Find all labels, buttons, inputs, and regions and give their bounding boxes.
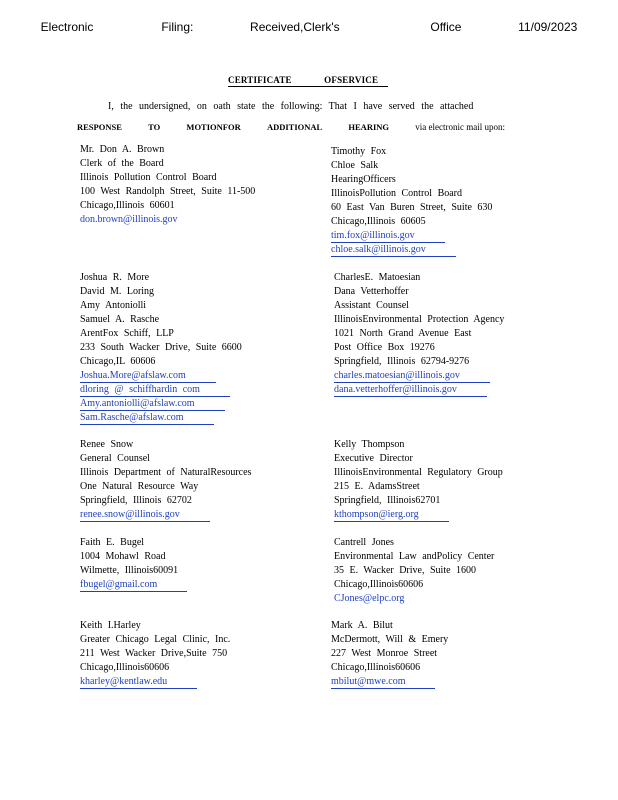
- recipient-line: Environmental Law andPolicy Center: [334, 551, 495, 562]
- recipient-line: Mark A. Bilut: [331, 620, 393, 631]
- intro-word-response: RESPONSE: [77, 122, 122, 132]
- recipient-line: Kelly Thompson: [334, 439, 405, 450]
- recipient-line: One Natural Resource Way: [80, 481, 199, 492]
- recipient-line: Chicago,IL 60606: [80, 356, 156, 367]
- recipient-line: IllinoisEnvironmental Protection Agency: [334, 314, 505, 325]
- email-link[interactable]: Sam.Rasche@afslaw.com: [80, 412, 214, 425]
- recipient-line: 35 E. Wacker Drive, Suite 1600: [334, 565, 477, 576]
- intro-word-hearing: HEARING: [348, 122, 390, 132]
- recipient-line: Chicago,Illinois 60605: [331, 216, 426, 227]
- email-link[interactable]: renee.snow@illinois.gov: [80, 509, 210, 522]
- recipient-line: HearingOfficers: [331, 174, 396, 185]
- recipient-line: Executive Director: [334, 453, 413, 464]
- recipient-thompson: [334, 438, 503, 522]
- recipient-line: CharlesE. Matoesian: [334, 272, 421, 283]
- intro-via-email: via electronic mail upon:: [415, 122, 505, 132]
- recipient-line: Clerk of the Board: [80, 158, 164, 169]
- recipient-line: 233 South Wacker Drive, Suite 6600: [80, 342, 242, 353]
- recipient-more: [80, 271, 242, 425]
- intro-word-to: TO: [148, 122, 161, 132]
- email-link[interactable]: mbilut@mwe.com: [331, 676, 435, 689]
- recipient-line: ArentFox Schiff, LLP: [80, 328, 174, 339]
- recipient-line: IllinoisEnvironmental Regulatory Group: [334, 467, 503, 478]
- email-link[interactable]: dloring @ schiffhardin com: [80, 384, 230, 397]
- recipient-line: McDermott, Will & Emery: [331, 634, 449, 645]
- recipient-line: Chicago,Illinois60606: [80, 662, 170, 673]
- recipient-line: Timothy Fox: [331, 146, 387, 157]
- recipient-line: Renee Snow: [80, 439, 134, 450]
- recipient-line: 227 West Monroe Street: [331, 648, 438, 659]
- certificate-title: CERTIFICATE OFSERVICE: [228, 75, 388, 87]
- email-link[interactable]: Amy.antoniolli@afslaw.com: [80, 398, 225, 411]
- recipient-matoesian: [334, 271, 504, 397]
- recipient-harley: [80, 619, 230, 689]
- recipient-brown: [80, 143, 255, 227]
- intro-statement: I, the undersigned, on oath state the following: That I have served the attached: [108, 101, 474, 112]
- recipient-line: 215 E. AdamsStreet: [334, 481, 420, 492]
- recipient-line: Chicago,Illinois60606: [331, 662, 421, 673]
- recipient-line: Illinois Pollution Control Board: [80, 172, 217, 183]
- recipient-line: 1021 North Grand Avenue East: [334, 328, 472, 339]
- email-link[interactable]: chloe.salk@illinois.gov: [331, 244, 456, 257]
- email-link[interactable]: charles.matoesian@illinois.gov: [334, 370, 490, 383]
- recipient-bilut: [331, 619, 448, 689]
- recipient-line: Assistant Counsel: [334, 300, 409, 311]
- recipient-line: Dana Vetterhoffer: [334, 286, 409, 297]
- recipient-line: Chicago,Illinois60606: [334, 579, 424, 590]
- recipient-line: Samuel A. Rasche: [80, 314, 160, 325]
- intro-word-motion: MOTIONFOR: [186, 122, 241, 132]
- recipient-line: David M. Loring: [80, 286, 155, 297]
- recipient-line: 211 West Wacker Drive,Suite 750: [80, 648, 228, 659]
- recipient-jones: [334, 536, 494, 606]
- recipient-line: Joshua R. More: [80, 272, 150, 283]
- recipient-line: 100 West Randolph Street, Suite 11-500: [80, 186, 256, 197]
- intro-served-document: [77, 122, 505, 132]
- email-link[interactable]: kharley@kentlaw.edu: [80, 676, 197, 689]
- recipient-line: 1004 Mohawl Road: [80, 551, 166, 562]
- email-link[interactable]: tim.fox@illinois.gov: [331, 230, 445, 243]
- email-link[interactable]: kthompson@ierg.org: [334, 509, 449, 522]
- recipient-line: Illinois Department of NaturalResources: [80, 467, 252, 478]
- email-link[interactable]: Joshua.More@afslaw.com: [80, 370, 216, 383]
- intro-word-additional: ADDITIONAL: [266, 122, 323, 132]
- recipient-line: 60 East Van Buren Street, Suite 630: [331, 202, 493, 213]
- recipient-fox: [331, 145, 492, 257]
- recipient-line: Springfield, Illinois 62794-9276: [334, 356, 470, 367]
- email-link[interactable]: fbugel@gmail.com: [80, 579, 187, 592]
- recipient-line: Greater Chicago Legal Clinic, Inc.: [80, 634, 231, 645]
- email-link[interactable]: dana.vetterhoffer@illinois.gov: [334, 384, 487, 397]
- recipient-line: Amy Antoniolli: [80, 300, 147, 311]
- recipient-snow: [80, 438, 251, 522]
- recipient-line: Chloe Salk: [331, 160, 379, 171]
- recipient-line: Springfield, Illinois 62702: [80, 495, 192, 506]
- email-link[interactable]: CJones@elpc.org: [334, 593, 405, 604]
- recipient-line: Faith E. Bugel: [80, 537, 145, 548]
- filing-header: Electronic Filing: Received,Clerk's Office 11/09/2023: [40, 20, 578, 34]
- recipient-line: Cantrell Jones: [334, 537, 394, 548]
- recipient-line: Chicago,Illinois 60601: [80, 200, 175, 211]
- recipient-line: Keith I.Harley: [80, 620, 141, 631]
- recipient-line: Post Office Box 19276: [334, 342, 435, 353]
- recipient-line: Springfield, Illinois62701: [334, 495, 441, 506]
- recipient-bugel: [80, 536, 187, 592]
- recipient-line: IllinoisPollution Control Board: [331, 188, 463, 199]
- recipient-line: Wilmette, Illinois60091: [80, 565, 179, 576]
- recipient-line: Mr. Don A. Brown: [80, 144, 165, 155]
- email-link[interactable]: don.brown@illinois.gov: [80, 214, 178, 225]
- recipient-line: General Counsel: [80, 453, 150, 464]
